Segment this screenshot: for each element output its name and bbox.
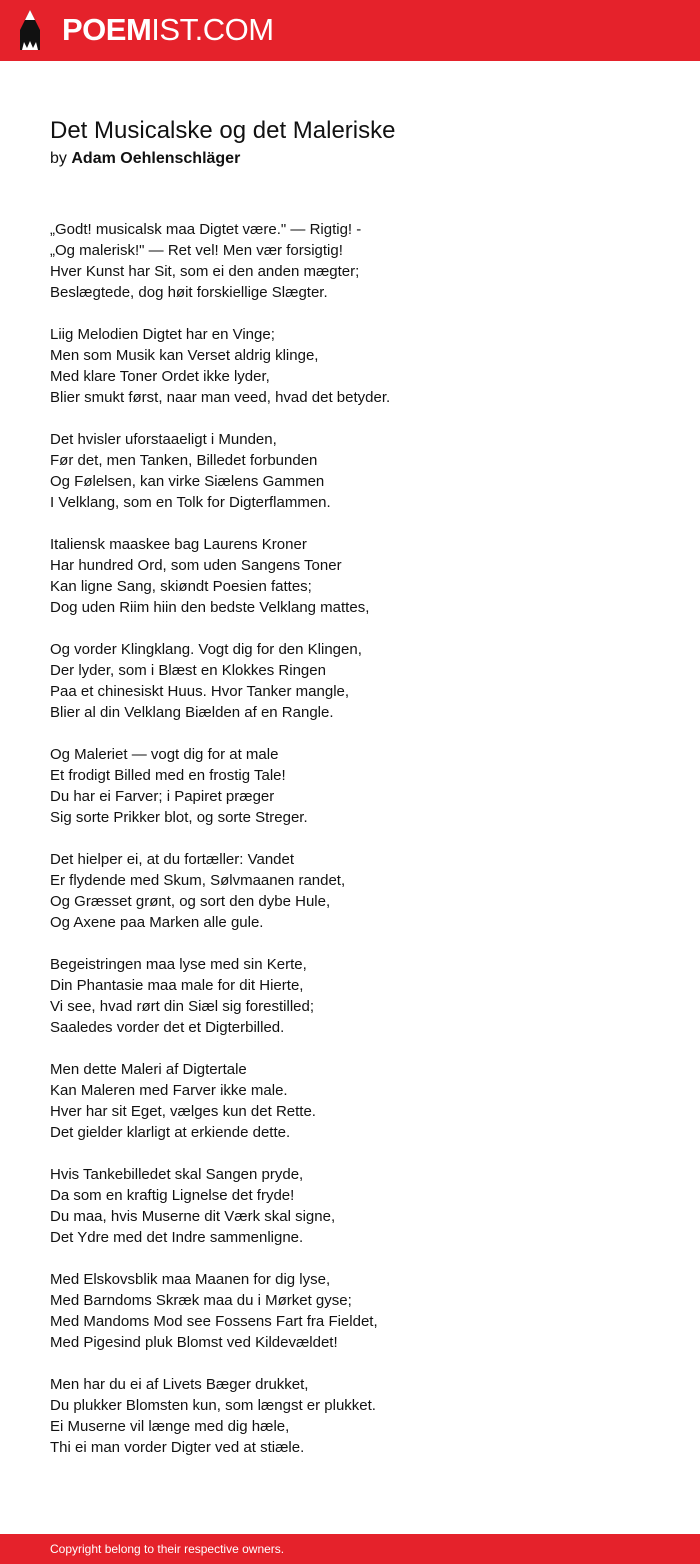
poem-line: Italiensk maaskee bag Laurens Kroner xyxy=(50,536,307,553)
stanza xyxy=(50,534,670,618)
copyright-text: Copyright belong to their respective owners. xyxy=(50,1542,285,1556)
by-label: by xyxy=(50,150,67,167)
stanza xyxy=(50,954,670,1038)
site-header xyxy=(0,0,700,61)
stanza xyxy=(50,1164,670,1248)
poem-line: Med Elskovsblik maa Maanen for dig lyse, xyxy=(50,1271,331,1288)
poem-line: Med klare Toner Ordet ikke lyder, xyxy=(50,368,270,385)
poem-line: Hver har sit Eget, vælges kun det Rette. xyxy=(50,1103,316,1120)
poem-line: Men dette Maleri af Digtertale xyxy=(50,1061,247,1078)
poem-line: „Og malerisk!" — Ret vel! Men vær forsigtig! xyxy=(50,242,343,259)
logo-light-text: IST.COM xyxy=(151,12,274,47)
poem-line: Med Barndoms Skræk maa du i Mørket gyse; xyxy=(50,1292,352,1309)
poem-line: I Velklang, som en Tolk for Digterflammen. xyxy=(50,494,331,511)
poem-line: Liig Melodien Digtet har en Vinge; xyxy=(50,326,275,343)
stanza xyxy=(50,1059,670,1143)
stanza xyxy=(50,849,670,933)
poem-line: Det Ydre med det Indre sammenligne. xyxy=(50,1229,304,1246)
poem-line: Du har ei Farver; i Papiret præger xyxy=(50,788,275,805)
poem-line: Du maa, hvis Muserne dit Værk skal signe, xyxy=(50,1208,336,1225)
stanza xyxy=(50,1374,670,1458)
poem-line: Dog uden Riim hiin den bedste Velklang mattes, xyxy=(50,599,370,616)
poem-line: Saaledes vorder det et Digterbilled. xyxy=(50,1019,285,1036)
poem-line: Kan ligne Sang, skiøndt Poesien fattes; xyxy=(50,578,312,595)
poem-line: Og Følelsen, kan virke Siælens Gammen xyxy=(50,473,325,490)
poem-line: Begeistringen maa lyse med sin Kerte, xyxy=(50,956,307,973)
poem-line: Er flydende med Skum, Sølvmaanen randet, xyxy=(50,872,346,889)
poem-line: Din Phantasie maa male for dit Hierte, xyxy=(50,977,304,994)
poem-line: Og Græsset grønt, og sort den dybe Hule, xyxy=(50,893,331,910)
poem-line: Det hvisler uforstaaeligt i Munden, xyxy=(50,431,277,448)
poem-line: Ei Muserne vil længe med dig hæle, xyxy=(50,1418,290,1435)
poem-line: Du plukker Blomsten kun, som længst er plukket. xyxy=(50,1397,376,1414)
poem-line: Og Axene paa Marken alle gule. xyxy=(50,914,264,931)
poem-line: Med Mandoms Mod see Fossens Fart fra Fieldet, xyxy=(50,1313,378,1330)
poem-line: Har hundred Ord, som uden Sangens Toner xyxy=(50,557,342,574)
poem-line: Og Maleriet — vogt dig for at male xyxy=(50,746,279,763)
poem-line: Beslægtede, dog høit forskiellige Slægter. xyxy=(50,284,328,301)
stanza xyxy=(50,639,670,723)
poem-line: Kan Maleren med Farver ikke male. xyxy=(50,1082,288,1099)
poem-body xyxy=(50,219,670,1479)
poem-line: Da som en kraftig Lignelse det fryde! xyxy=(50,1187,295,1204)
poem-line: Paa et chinesiskt Huus. Hvor Tanker mangle, xyxy=(50,683,350,700)
poem-line: Og vorder Klingklang. Vogt dig for den Klingen, xyxy=(50,641,362,658)
poem-line: Det gielder klarligt at erkiende dette. xyxy=(50,1124,291,1141)
stanza xyxy=(50,1269,670,1353)
poem-line: Før det, men Tanken, Billedet forbunden xyxy=(50,452,318,469)
poem-line: Hver Kunst har Sit, som ei den anden mægter; xyxy=(50,263,360,280)
pencil-icon[interactable] xyxy=(16,8,44,52)
poem-line: Med Pigesind pluk Blomst ved Kildevældet! xyxy=(50,1334,338,1351)
site-logo[interactable] xyxy=(62,12,274,48)
logo-bold-text: POEM xyxy=(62,12,152,47)
stanza xyxy=(50,429,670,513)
poem-line: Men har du ei af Livets Bæger drukket, xyxy=(50,1376,309,1393)
poem-line: Det hielper ei, at du fortæller: Vandet xyxy=(50,851,295,868)
poem-line: Der lyder, som i Blæst en Klokkes Ringen xyxy=(50,662,326,679)
poem-line: Men som Musik kan Verset aldrig klinge, xyxy=(50,347,319,364)
poem-line: Sig sorte Prikker blot, og sorte Streger. xyxy=(50,809,308,826)
poem-line: Vi see, hvad rørt din Siæl sig forestilled; xyxy=(50,998,315,1015)
poem-title: Det Musicalske og det Maleriske xyxy=(50,117,396,144)
poem-line: Blier smukt først, naar man veed, hvad det betyder. xyxy=(50,389,391,406)
byline xyxy=(50,149,240,169)
stanza xyxy=(50,219,670,303)
poem-line: Blier al din Velklang Biælden af en Rangle. xyxy=(50,704,334,721)
stanza xyxy=(50,324,670,408)
poem-line: Hvis Tankebilledet skal Sangen pryde, xyxy=(50,1166,304,1183)
poem-line: Et frodigt Billed med en frostig Tale! xyxy=(50,767,286,784)
site-footer xyxy=(0,1534,700,1564)
poem-line: Thi ei man vorder Digter ved at stiæle. xyxy=(50,1439,305,1456)
author-name: Adam Oehlenschläger xyxy=(71,150,241,167)
poem-line: „Godt! musicalsk maa Digtet være." — Rigtig! - xyxy=(50,221,362,238)
stanza xyxy=(50,744,670,828)
